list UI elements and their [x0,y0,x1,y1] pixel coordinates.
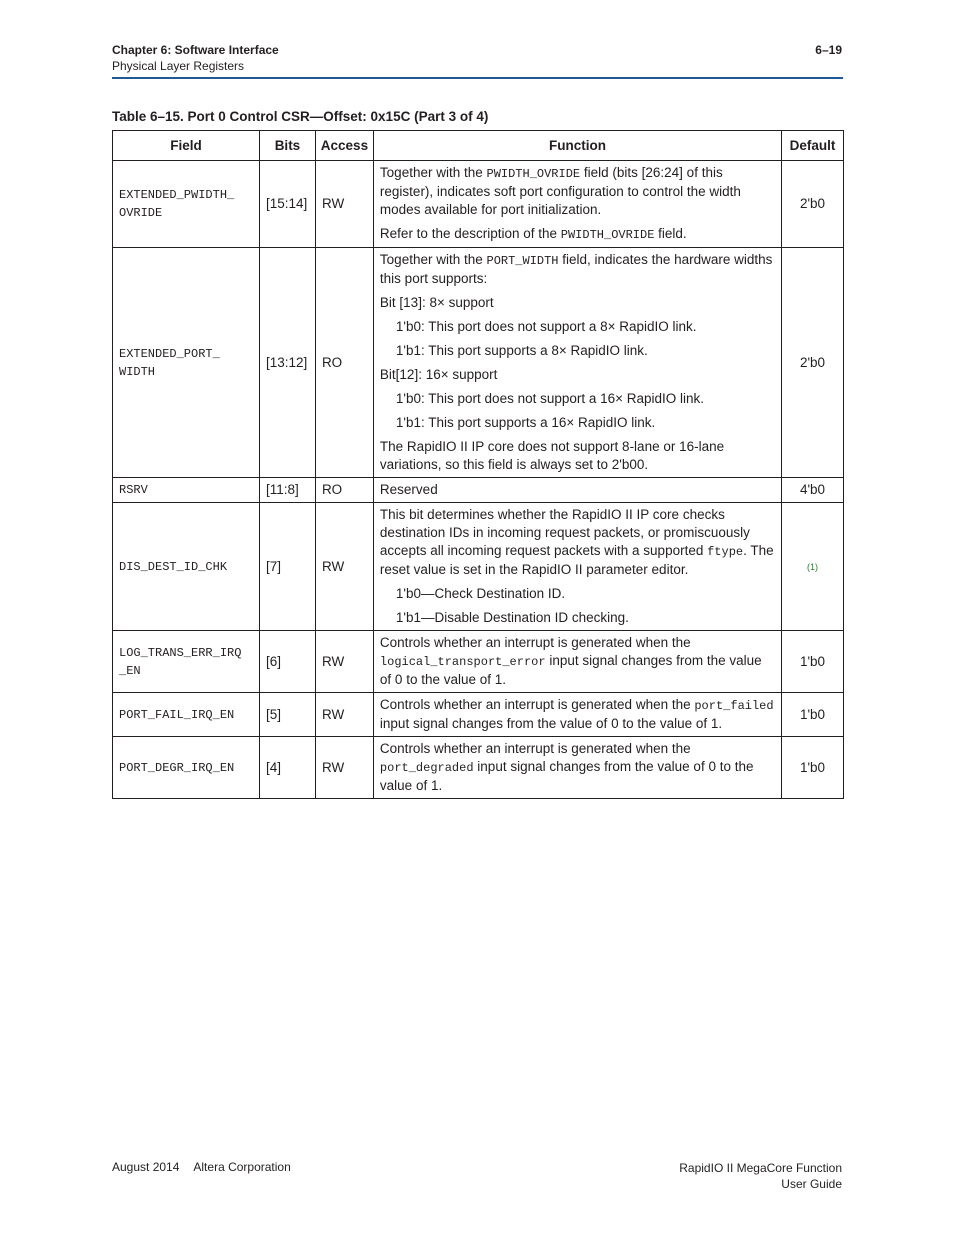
chapter-title: Chapter 6: Software Interface [112,43,279,57]
function-cell [373,161,781,248]
access-cell: RW [315,161,373,248]
function-paragraph: 1'b1: This port supports a 16× RapidIO link. [395,415,656,430]
text-run: Controls whether an interrupt is generated when the [379,741,691,756]
table-row [113,693,844,737]
text-run: . The reset value is set in the RapidIO II parameter editor. [379,543,774,577]
table-caption: Table 6–15. Port 0 Control CSR—Offset: 0x15C (Part 3 of 4) [112,109,489,124]
table-row [113,503,844,631]
access-cell: RO [315,248,373,478]
section-title: Physical Layer Registers [112,59,245,73]
function-paragraph: 1'b1—Disable Destination ID checking. [395,610,629,625]
function-paragraph: 1'b0: This port does not support a 16× RapidIO link. [395,391,705,406]
table-row [113,248,844,478]
column-header-access: Access [315,131,373,161]
table-header-row [113,131,844,161]
text-run: Together with the [379,252,487,267]
bits-cell: [13:12] [259,248,315,478]
column-header-default: Default [782,131,844,161]
function-cell [373,693,781,737]
function-cell [373,631,781,693]
text-run: field (bits [26:24] of this register), indicates soft port configuration to control the width modes available for port initialization. [379,165,741,217]
function-paragraph [380,251,775,288]
function-paragraph: 1'b0—Check Destination ID. [395,586,566,601]
function-paragraph: Reserved [379,482,438,497]
footnote-ref-link[interactable]: (1) [807,562,818,572]
table-row [113,161,844,248]
access-cell: RW [315,503,373,631]
field-name: PORT_DEGR_IRQ_EN [113,737,260,799]
text-run: Controls whether an interrupt is generated when the [379,635,691,650]
bits-cell: [4] [259,737,315,799]
code-run: port_failed [694,699,774,713]
function-paragraph: 1'b0: This port does not support a 8× RapidIO link. [395,319,697,334]
bits-cell: [5] [259,693,315,737]
function-cell [373,503,781,631]
column-header-field: Field [113,131,260,161]
text-run: This bit determines whether the RapidIO II IP core checks destination IDs in incoming request packets, or promiscuously accepts all incoming request packets with a supported [379,507,750,558]
code-run: ftype [707,545,744,559]
footer-product: RapidIO II MegaCore Function [679,1161,842,1175]
function-cell [373,478,781,503]
function-paragraph [380,634,775,689]
header-rule [112,77,843,79]
field-name: DIS_DEST_ID_CHK [113,503,260,631]
table-row [113,631,844,693]
bits-cell: [7] [259,503,315,631]
footer-doc: User Guide [781,1177,842,1191]
text-run: Together with the [379,165,487,180]
text-run: Refer to the description of the [379,226,561,241]
function-paragraph [380,225,775,244]
bits-cell: [11:8] [259,478,315,503]
text-run: input signal changes from the value of 0 to the value of 1. [379,759,754,793]
text-run: input signal changes from the value of 0 to the value of 1. [379,653,762,687]
function-paragraph [380,696,775,733]
function-paragraph: Bit[12]: 16× support [379,367,498,382]
footer-left [112,1160,291,1174]
function-paragraph [380,506,775,579]
text-run: field, indicates the hardware widths this port supports: [379,252,773,286]
bits-cell: [6] [259,631,315,693]
column-header-function: Function [373,131,781,161]
function-paragraph [380,164,775,219]
code-run: port_degraded [379,761,474,775]
code-run: logical_transport_error [379,655,546,669]
field-name: EXTENDED_PORT_ WIDTH [113,248,260,478]
text-run: field. [654,226,687,241]
field-name: PORT_FAIL_IRQ_EN [113,693,260,737]
function-paragraph: 1'b1: This port supports a 8× RapidIO link. [395,343,648,358]
footer-right [679,1160,842,1192]
default-cell [782,503,844,631]
default-cell: 2'b0 [782,248,844,478]
function-paragraph [380,740,775,795]
page-number: 6–19 [815,43,842,57]
code-run: PWIDTH_OVRIDE [560,228,655,242]
default-cell: 1'b0 [782,631,844,693]
code-run: PWIDTH_OVRIDE [486,167,581,181]
default-cell: 1'b0 [782,737,844,799]
default-cell: 2'b0 [782,161,844,248]
footer-company: Altera Corporation [193,1160,291,1174]
table-row [113,478,844,503]
function-paragraph: The RapidIO II IP core does not support 8-lane or 16-lane variations, so this field is always set to 2'b00. [379,439,725,472]
field-name: RSRV [113,478,260,503]
field-name: LOG_TRANS_ERR_IRQ _EN [113,631,260,693]
table-row [113,737,844,799]
text-run: Controls whether an interrupt is generated when the [379,697,695,712]
function-cell [373,248,781,478]
default-cell: 4'b0 [782,478,844,503]
code-run: PORT_WIDTH [486,254,559,268]
register-table [112,130,844,799]
footer-date: August 2014 [112,1160,180,1174]
access-cell: RO [315,478,373,503]
column-header-bits: Bits [259,131,315,161]
access-cell: RW [315,693,373,737]
function-paragraph: Bit [13]: 8× support [379,295,494,310]
access-cell: RW [315,737,373,799]
access-cell: RW [315,631,373,693]
function-cell [373,737,781,799]
bits-cell: [15:14] [259,161,315,248]
default-cell: 1'b0 [782,693,844,737]
text-run: input signal changes from the value of 0 to the value of 1. [379,716,723,731]
field-name: EXTENDED_PWIDTH_ OVRIDE [113,161,260,248]
